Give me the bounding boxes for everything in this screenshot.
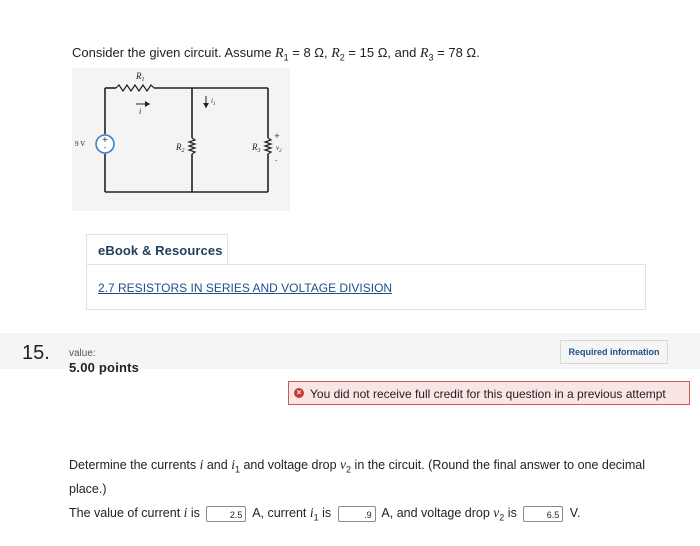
ebook-resources-tab[interactable] [86, 234, 228, 265]
required-information-button[interactable]: Required information [560, 340, 668, 364]
resistor-r3 [265, 138, 271, 154]
label-r3: $R_3$ [252, 142, 261, 154]
points-value: 5.00 points [69, 360, 140, 375]
voltage-v2-input[interactable]: 6.5 [523, 506, 563, 522]
resource-link[interactable]: 2.7 RESISTORS IN SERIES AND VOLTAGE DIVISION [98, 281, 393, 295]
ebook-resources-panel [86, 264, 646, 310]
alert-message: You did not receive full credit for this question in a previous attempt [310, 387, 666, 401]
value-label: value: [69, 348, 96, 359]
credit-alert [288, 381, 690, 405]
label-r2: $R_2$ [176, 142, 185, 154]
question-prompt: Consider the given circuit. Assume $R_1 = 8$ Ω, $R_2 = 15$ Ω, and $R_3 = 78$ Ω. [72, 45, 480, 63]
ebook-tab-label: eBook & Resources [98, 243, 223, 258]
svg-text:+: + [274, 132, 280, 140]
question-number: 15. [22, 342, 50, 364]
svg-text:+: + [101, 135, 109, 144]
circuit-schematic [72, 68, 290, 211]
label-i: i [139, 107, 142, 116]
answer-row: The value of current i is 2.5 A, current $i_1$ is .9 A, and voltage drop $v_2$ is 6.5 V. [69, 505, 581, 523]
question-text: Determine the currents i and $i_1$ and voltage drop $v_2$ in the circuit. (Round the final answer to one decimal place.) [69, 457, 645, 496]
label-r1: $R_1$ [136, 71, 145, 83]
label-v2: $v_2$ [276, 144, 282, 154]
current-i1-input[interactable]: .9 [338, 506, 376, 522]
error-icon: × [294, 388, 304, 398]
label-source: 9 V [75, 140, 86, 148]
circuit-diagram [72, 68, 290, 211]
label-i1: $i_1$ [211, 97, 216, 107]
resistor-r2 [189, 138, 195, 154]
svg-text:-: - [275, 157, 278, 165]
resistor-r1 [116, 85, 154, 91]
current-i-input[interactable]: 2.5 [206, 506, 246, 522]
svg-text:-: - [103, 144, 107, 152]
